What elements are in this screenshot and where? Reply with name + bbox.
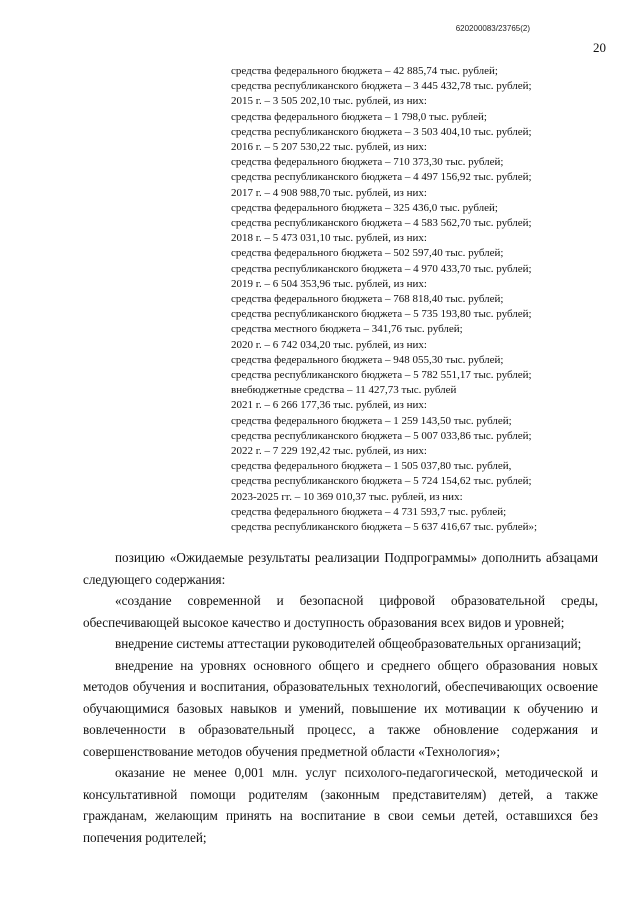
- budget-line: средства республиканского бюджета – 5 782 551,17 тыс. рублей;: [231, 369, 532, 382]
- budget-line: 2023-2025 гг. – 10 369 010,37 тыс. рублей, из них:: [231, 490, 463, 503]
- budget-line: средства федерального бюджета – 1 798,0 тыс. рублей;: [231, 110, 487, 123]
- budget-line: средства федерального бюджета – 768 818,40 тыс. рублей;: [231, 293, 504, 306]
- budget-line: 2016 г. – 5 207 530,22 тыс. рублей, из них:: [231, 141, 427, 154]
- budget-line: 2017 г. – 4 908 988,70 тыс. рублей, из них:: [231, 186, 427, 199]
- budget-line: внебюджетные средства – 11 427,73 тыс. рублей: [231, 384, 457, 397]
- budget-line: средства республиканского бюджета – 5 724 154,62 тыс. рублей;: [231, 475, 532, 488]
- page-number: 20: [593, 40, 606, 55]
- budget-line: средства республиканского бюджета – 5 637 416,67 тыс. рублей»;: [231, 521, 538, 534]
- paragraph: внедрение системы аттестации руководителей общеобразовательных организаций;: [115, 636, 582, 651]
- budget-line: средства федерального бюджета – 502 597,40 тыс. рублей;: [231, 247, 504, 260]
- paragraph: позицию «Ожидаемые результаты реализации Подпрограммы» дополнить абзацами следующего содержания:: [83, 550, 598, 587]
- budget-line: средства республиканского бюджета – 4 497 156,92 тыс. рублей;: [231, 171, 532, 184]
- budget-line: средства федерального бюджета – 42 885,74 тыс. рублей;: [231, 65, 498, 77]
- budget-line: средства республиканского бюджета – 4 583 562,70 тыс. рублей;: [231, 217, 532, 230]
- budget-line: средства федерального бюджета – 1 505 037,80 тыс. рублей,: [231, 460, 512, 473]
- budget-line: средства федерального бюджета – 325 436,0 тыс. рублей;: [231, 201, 498, 214]
- paragraph: «создание современной и безопасной цифровой образовательной среды, обеспечивающей высокое качество и доступность образования всех видов и уровней;: [83, 593, 598, 630]
- budget-line: средства республиканского бюджета – 5 007 033,86 тыс. рублей;: [231, 429, 532, 442]
- budget-line: 2018 г. – 5 473 031,10 тыс. рублей, из них:: [231, 232, 427, 245]
- body-text: [83, 547, 598, 848]
- budget-line: 2021 г. – 6 266 177,36 тыс. рублей, из них:: [231, 399, 427, 412]
- budget-line: средства республиканского бюджета – 3 445 432,78 тыс. рублей;: [231, 80, 532, 93]
- budget-line: средства федерального бюджета – 948 055,30 тыс. рублей;: [231, 353, 504, 366]
- budget-line: средства федерального бюджета – 1 259 143,50 тыс. рублей;: [231, 414, 512, 427]
- budget-line: 2022 г. – 7 229 192,42 тыс. рублей, из них:: [231, 445, 427, 458]
- budget-line: средства местного бюджета – 341,76 тыс. рублей;: [231, 323, 463, 336]
- budget-block: [231, 64, 621, 535]
- budget-line: средства республиканского бюджета – 3 503 404,10 тыс. рублей;: [231, 125, 532, 138]
- budget-line: 2015 г. – 3 505 202,10 тыс. рублей, из них:: [231, 95, 427, 108]
- budget-line: 2019 г. – 6 504 353,96 тыс. рублей, из них:: [231, 277, 427, 290]
- budget-line: средства федерального бюджета – 4 731 593,7 тыс. рублей;: [231, 505, 507, 518]
- document-code: 620200083/23765(2): [455, 24, 530, 33]
- budget-line: средства республиканского бюджета – 4 970 433,70 тыс. рублей;: [231, 262, 532, 275]
- budget-line: средства федерального бюджета – 710 373,30 тыс. рублей;: [231, 156, 504, 169]
- budget-line: средства республиканского бюджета – 5 735 193,80 тыс. рублей;: [231, 308, 532, 321]
- paragraph: внедрение на уровнях основного общего и среднего общего образования новых методов обучения и воспитания, образовательных технологий, обеспечивающих освоение обучающимися базовых навыков и умений, повышение их мотивации к обучению и вовлеченности в образовательный процесс, а также обновление содержания и совершенствование методов обучения предметной области «Технология»;: [83, 657, 598, 759]
- budget-line: 2020 г. – 6 742 034,20 тыс. рублей, из них:: [231, 338, 427, 351]
- paragraph: оказание не менее 0,001 млн. услуг психолого-педагогической, методической и консультативной помощи родителям (законным представителям) детей, а также гражданам, желающим принять на воспитание в свои семьи детей, оставшихся без попечения родителей;: [83, 765, 598, 845]
